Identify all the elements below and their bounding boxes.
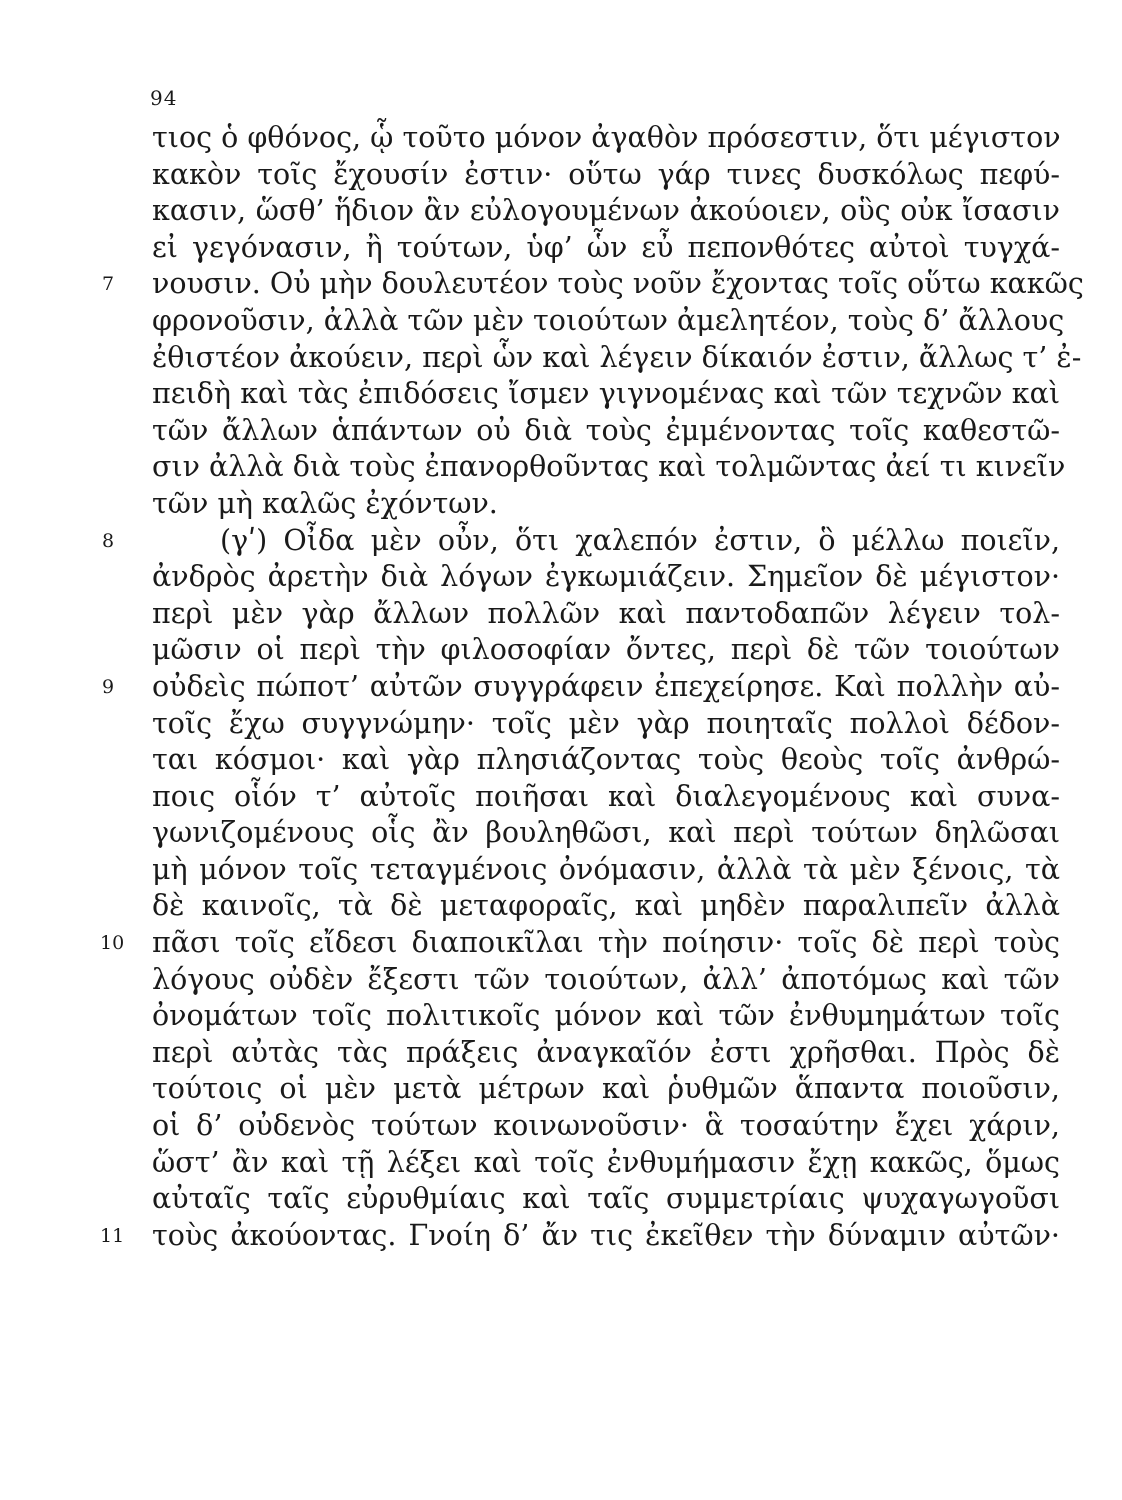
text-line (152, 998, 1060, 1035)
line-text: κασιν, ὥσθ’ ἥδιον ἂν εὐλογουμένων ἀκούοιεν, οὓς οὐκ ἴσασιν (152, 194, 1060, 228)
text-line (152, 1071, 1060, 1108)
line-text: φρονοῦσιν, ἀλλὰ τῶν μὲν τοιούτων ἀμελητέον, τοὺς δ’ ἄλλους (152, 303, 1065, 337)
section-number: 11 (100, 1224, 125, 1247)
text-line (152, 706, 1060, 743)
text-line (152, 230, 1060, 267)
section-number: 10 (100, 932, 125, 955)
line-text: κακὸν τοῖς ἔχουσίν ἐστιν· οὕτω γάρ τινες δυσκόλως πεφύ- (152, 157, 1060, 191)
text-line (152, 413, 1060, 450)
text-line (102, 266, 1084, 303)
text-line (102, 669, 1060, 706)
text-line (152, 559, 1060, 596)
text-line (152, 376, 1060, 413)
line-text: νουσιν. Οὐ μὴν δουλευτέον τοὺς νοῦν ἔχοντας τοῖς οὕτω κακῶς (152, 267, 1084, 301)
line-text: τοῖς ἔχω συγγνώμην· τοῖς μὲν γὰρ ποιηταῖς πολλοὶ δέδον- (152, 706, 1060, 740)
line-text: δὲ καινοῖς, τὰ δὲ μεταφοραῖς, καὶ μηδὲν παραλιπεῖν ἀλλὰ (152, 889, 1060, 923)
line-text: εἰ γεγόνασιν, ἢ τούτων, ὑφ’ ὧν εὖ πεπονθότες αὐτοὶ τυγχά- (152, 230, 1060, 264)
line-text: ἐθιστέον ἀκούειν, περὶ ὧν καὶ λέγειν δίκαιόν ἐστιν, ἄλλως τ’ ἐ- (152, 340, 1082, 374)
line-text: περὶ αὐτὰς τὰς πράξεις ἀναγκαῖόν ἐστι χρῆσθαι. Πρὸς δὲ (152, 1035, 1060, 1069)
text-line (152, 1181, 1060, 1218)
text-line (152, 632, 1060, 669)
line-text: αὐταῖς ταῖς εὐρυθμίαις καὶ ταῖς συμμετρίαις ψυχαγωγοῦσι (152, 1182, 1060, 1216)
section-number: 8 (102, 529, 115, 552)
line-text: σιν ἀλλὰ διὰ τοὺς ἐπανορθοῦντας καὶ τολμῶντας ἀεί τι κινεῖν (152, 450, 1066, 484)
line-text: ὀνομάτων τοῖς πολιτικοῖς μόνον καὶ τῶν ἐνθυμημάτων τοῖς (152, 999, 1060, 1033)
text-line (152, 303, 1065, 340)
line-text: οὐδεὶς πώποτ’ αὐτῶν συγγράφειν ἐπεχείρησε. Καὶ πολλὴν αὐ- (152, 669, 1060, 703)
text-line (152, 486, 1060, 523)
text-line (152, 157, 1060, 194)
section-number: 9 (102, 675, 115, 698)
greek-text-body (100, 120, 1084, 1254)
text-line (152, 742, 1060, 779)
line-text: τῶν μὴ καλῶς ἐχόντων. (152, 486, 498, 520)
section-number: 7 (102, 273, 115, 296)
text-line (152, 1035, 1060, 1072)
text-line (152, 596, 1060, 633)
line-text: ὥστ’ ἂν καὶ τῇ λέξει καὶ τοῖς ἐνθυμήμασιν ἔχῃ κακῶς, ὅμως (152, 1145, 1060, 1179)
text-line (152, 1145, 1060, 1182)
line-text: ται κόσμοι· καὶ γὰρ πλησιάζοντας τοὺς θεοὺς τοῖς ἀνθρώ- (152, 743, 1060, 777)
text-line (152, 815, 1060, 852)
line-text: οἱ δ’ οὐδενὸς τούτων κοινωνοῦσιν· ἃ τοσαύτην ἔχει χάριν, (152, 1109, 1060, 1143)
line-text: πᾶσι τοῖς εἴδεσι διαποικῖλαι τὴν ποίησιν· τοῖς δὲ περὶ τοὺς (152, 926, 1060, 960)
line-text: περὶ μὲν γὰρ ἄλλων πολλῶν καὶ παντοδαπῶν λέγειν τολ- (152, 596, 1060, 630)
line-text: ἀνδρὸς ἀρετὴν διὰ λόγων ἐγκωμιάζειν. Σημεῖον δὲ μέγιστον· (152, 560, 1060, 594)
text-line (100, 925, 1060, 962)
line-text: μῶσιν οἱ περὶ τὴν φιλοσοφίαν ὄντες, περὶ δὲ τῶν τοιούτων (152, 633, 1060, 667)
text-line (152, 1108, 1060, 1145)
line-text: (γʹ) Οἶδα μὲν οὖν, ὅτι χαλεπόν ἐστιν, ὃ μέλλω ποιεῖν, (220, 523, 1060, 557)
text-line (152, 340, 1082, 377)
line-text: λόγους οὐδὲν ἔξεστι τῶν τοιούτων, ἀλλ’ ἀποτόμως καὶ τῶν (152, 962, 1060, 996)
line-text: τοὺς ἀκούοντας. Γνοίη δ’ ἄν τις ἐκεῖθεν τὴν δύναμιν αὐτῶν· (152, 1218, 1060, 1252)
line-text: τῶν ἄλλων ἁπάντων οὐ διὰ τοὺς ἐμμένοντας τοῖς καθεστῶ- (152, 413, 1060, 447)
text-line (152, 193, 1060, 230)
line-text: τιος ὁ φθόνος, ᾧ τοῦτο μόνον ἀγαθὸν πρόσεστιν, ὅτι μέγιστον (152, 121, 1061, 154)
line-text: τούτοις οἱ μὲν μετὰ μέτρων καὶ ῥυθμῶν ἅπαντα ποιοῦσιν, (152, 1072, 1060, 1106)
text-line (152, 120, 1060, 157)
line-text: μὴ μόνον τοῖς τεταγμένοις ὀνόμασιν, ἀλλὰ τὰ μὲν ξένοις, τὰ (152, 852, 1060, 886)
page-number: 94 (150, 86, 178, 110)
text-line (152, 779, 1060, 816)
text-line (102, 523, 1060, 560)
text-line (152, 962, 1060, 999)
text-line (152, 888, 1060, 925)
text-line (152, 852, 1060, 889)
line-text: ποις οἷόν τ’ αὐτοῖς ποιῆσαι καὶ διαλεγομένους καὶ συνα- (152, 779, 1060, 813)
line-text: πειδὴ καὶ τὰς ἐπιδόσεις ἴσμεν γιγνομένας καὶ τῶν τεχνῶν καὶ (152, 377, 1060, 411)
text-line (100, 1218, 1060, 1255)
text-line (152, 449, 1066, 486)
line-text: γωνιζομένους οἷς ἂν βουληθῶσι, καὶ περὶ τούτων δηλῶσαι (152, 816, 1060, 850)
